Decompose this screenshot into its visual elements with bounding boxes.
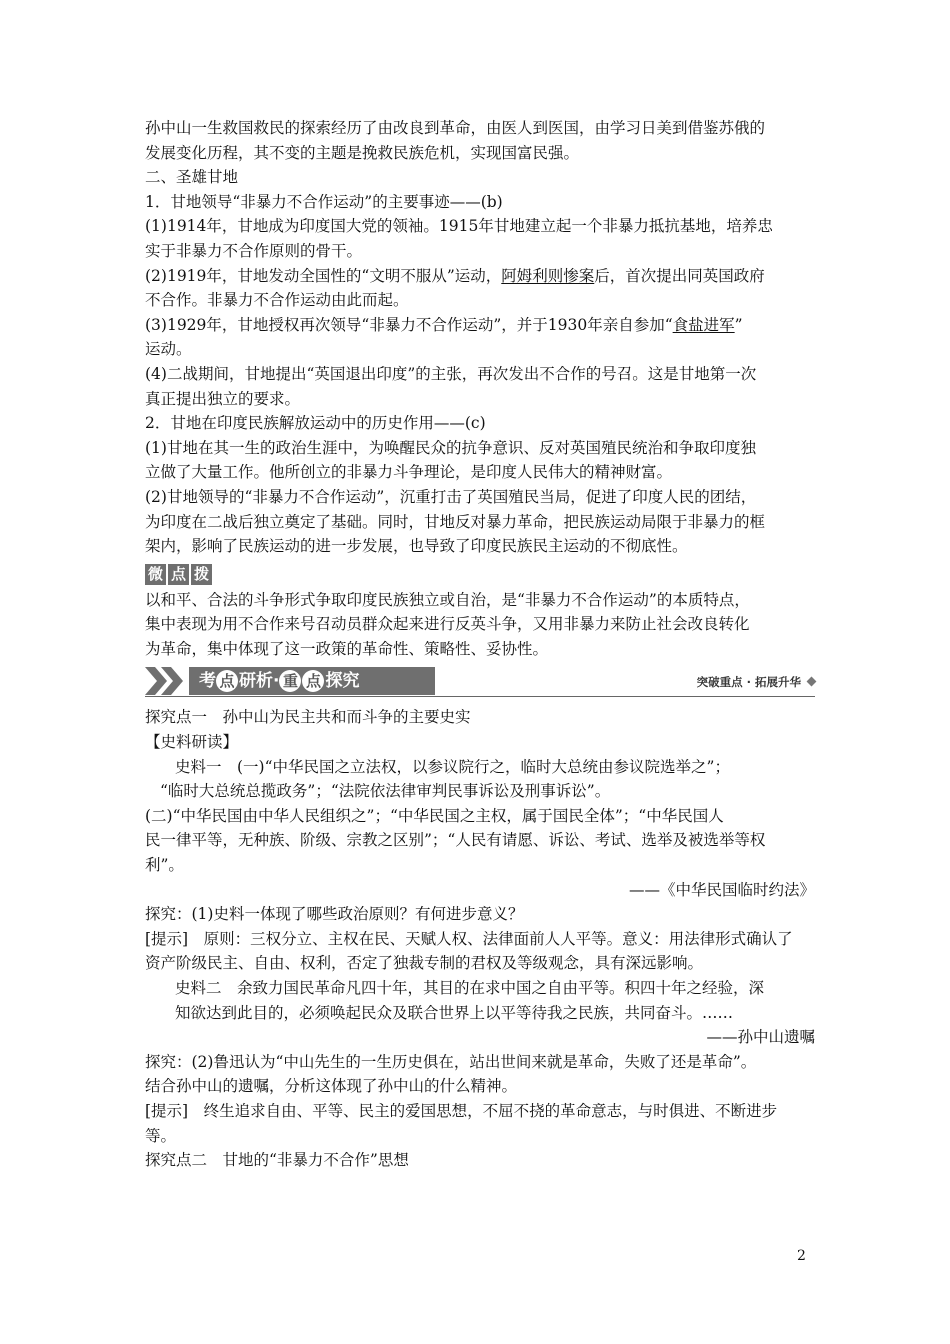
text-line: (1)1914年，甘地成为印度国大党的领袖。1915年甘地建立起一个非暴力抵抗基地，培养忠: [145, 217, 773, 236]
tip-tag-char: 拨: [191, 564, 212, 585]
section-banner: [145, 665, 815, 699]
text-line: 为革命，集中体现了这一政策的革命性、策略性、妥协性。: [145, 639, 549, 658]
text-line: 实于非暴力不合作原则的骨干。: [145, 241, 363, 260]
text-line: 知欲达到此目的，必须唤起民众及联合世界上以平等待我之民族，共同奋斗。……: [175, 1003, 734, 1022]
text-line: 孙中山一生救国救民的探索经历了由改良到革命，由医人到医国，由学习日美到借鉴苏俄的: [145, 119, 766, 137]
banner-title-text: 探究: [325, 671, 360, 692]
text-line: (4)二战期间，甘地提出“英国退出印度”的主张，再次发出不合作的号召。这是甘地第一次: [145, 364, 757, 383]
tip-tag-char: 微: [145, 564, 166, 585]
underlined-term: 阿姆利则惨案: [501, 266, 595, 285]
hint-line: 等。: [145, 1126, 177, 1145]
text-line: 发展变化历程，其不变的主题是挽救民族危机，实现国富民强。: [145, 143, 580, 162]
question-line: 结合孙中山的遗嘱，分析这体现了孙中山的什么精神。: [145, 1077, 518, 1096]
text-line: 不合作。非暴力不合作运动由此而起。: [145, 291, 409, 310]
text-line: 真正提出独立的要求。: [145, 389, 301, 408]
diamond-icon: [807, 677, 817, 687]
question-line: 探究：(1)史料一体现了哪些政治原则？有何进步意义？: [145, 905, 524, 924]
text-line: 运动。: [145, 340, 192, 359]
text-segment: (3)1929年，甘地授权再次领导“非暴力不合作运动”，并于1930年亲自参加“: [145, 315, 673, 334]
subheading: 1．甘地领导“非暴力不合作运动”的主要事迹——(b): [145, 192, 503, 211]
banner-title: [189, 667, 435, 695]
banner-ring-char: 点: [216, 670, 238, 692]
hint-line: [提示] 原则：三权分立、主权在民、天赋人权、法律面前人人平等。意义：用法律形式确认了: [145, 929, 793, 948]
text-line: 架内，影响了民族运动的进一步发展，也导致了印度民族民主运动的不彻底性。: [145, 537, 688, 556]
section-heading: 二、圣雄甘地: [145, 168, 239, 187]
banner-title-char: 考: [199, 671, 216, 692]
question-line: 探究：(2)鲁迅认为“中山先生的一生历史俱在，站出世间来就是革命，失败了还是革命”。: [145, 1052, 757, 1071]
subheading: 探究点二 甘地的“非暴力不合作”思想: [145, 1151, 409, 1170]
text-line: 以和平、合法的斗争形式争取印度民族独立或自治，是“非暴力不合作运动”的本质特点，: [145, 590, 750, 609]
text-line: 立做了大量工作。他所创立的非暴力斗争理论，是印度人民伟大的精神财富。: [145, 463, 673, 482]
banner-rule: [145, 696, 815, 697]
text-line: [145, 313, 815, 338]
text-line: 集中表现为用不合作来号召动员群众起来进行反英斗争，又用非暴力来防止社会改良转化: [145, 615, 750, 634]
text-line: (二)“中华民国由中华人民组织之”；“中华民国之主权，属于国民全体”；“中华民国人: [145, 806, 724, 825]
text-segment: 后，首次提出同英国政府: [594, 266, 765, 285]
text-line: 利”。: [145, 856, 184, 875]
banner-ring-char: 重: [279, 670, 301, 692]
text-line: 史料一 (一)“中华民国之立法权，以参议院行之，临时大总统由参议院选举之”；: [175, 757, 730, 776]
text-line: 为印度在二战后独立奠定了基础。同时，甘地反对暴力革命，把民族运动局限于非暴力的框: [145, 512, 766, 531]
text-line: “临时大总统总揽政务”；“法院依法律审判民事诉讼及刑事诉讼”。: [160, 782, 611, 801]
underlined-term: 食盐进军: [672, 315, 735, 334]
text-segment: ”: [734, 315, 743, 334]
tip-tag-char: 点: [168, 564, 189, 585]
text-line: 民一律平等，无种族、阶级、宗教之区别”；“人民有请愿、诉讼、考试、选举及被选举等权: [145, 831, 766, 850]
subheading: 2．甘地在印度民族解放运动中的历史作用——(c): [145, 414, 486, 433]
chevron-arrows-icon: [145, 667, 189, 695]
text-line: (1)甘地在其一生的政治生涯中，为唤醒民众的抗争意识、反对英国殖民统治和争取印度独: [145, 438, 756, 457]
source-citation: ——《中华民国临时约法》: [628, 880, 815, 899]
banner-ring-char: 点: [302, 670, 324, 692]
text-segment: (2)1919年，甘地发动全国性的“文明不服从”运动，: [145, 266, 502, 285]
hint-line: [提示] 终生追求自由、平等、民主的爱国思想，不屈不挠的革命意志，与时俱进、不断进步: [145, 1101, 778, 1120]
banner-title-text: 研析·: [239, 671, 280, 692]
source-citation: ——孙中山遗嘱: [706, 1028, 815, 1047]
text-line: 史料二 余致力国民革命凡四十年，其目的在求中国之自由平等。积四十年之经验，深: [175, 979, 765, 997]
banner-subtitle: 突破重点 · 拓展升华: [696, 675, 801, 690]
tip-tag: [145, 564, 815, 585]
subheading: 【史料研读】: [145, 733, 239, 752]
text-line: (2)甘地领导的“非暴力不合作运动”，沉重打击了英国殖民当局，促进了印度人民的团结，: [145, 487, 757, 506]
text-line: [145, 264, 815, 289]
subheading: 探究点一 孙中山为民主共和而斗争的主要史实: [145, 708, 471, 727]
document-body: [145, 116, 815, 1173]
hint-line: 资产阶级民主、自由、权利，否定了独裁专制的君权及等级观念，具有深远影响。: [145, 954, 704, 973]
page-number: 2: [797, 1248, 806, 1264]
